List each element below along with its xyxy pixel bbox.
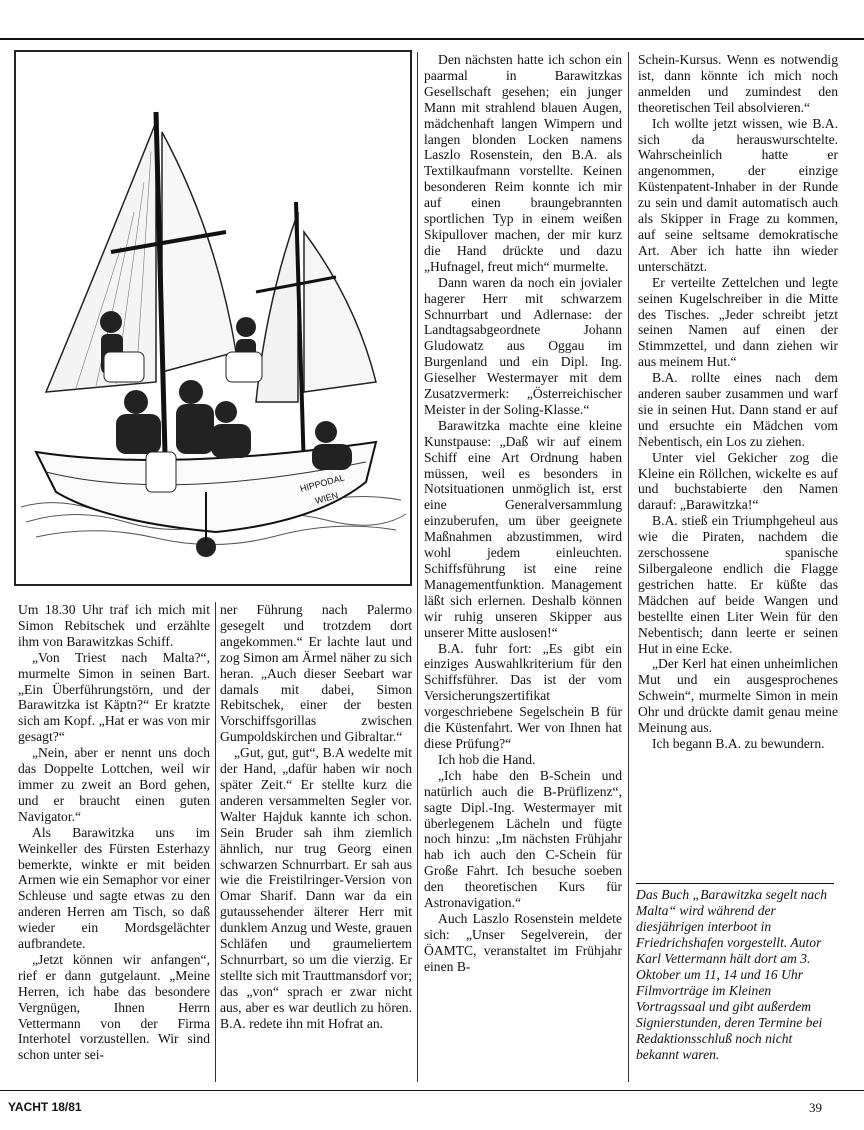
page-number: 39: [809, 1100, 822, 1115]
paragraph: Schein-Kursus. Wenn es notwendig ist, dann könnte ich mich noch anmelden und zumindest den theoretischen Teil absolvieren.“: [638, 52, 838, 115]
paragraph: Ich hob die Hand.: [438, 751, 536, 767]
paragraph: Unter viel Gekicher zog die Kleine ein Röllchen, wickelte es auf und buchstabierte den Namen darauf: „Barawitzka!“: [638, 449, 838, 513]
paragraph: B.A. fuhr fort: „Es gibt ein einziges Auswahlkriterium für den Schiffsführer. Das ist der vom Versicherungszertifikat vorgeschriebene Segelschein B für die Küstenfahrt. Wer von Ihnen hat diese Prüfung?“: [424, 640, 622, 751]
paragraph: Barawitzka machte eine kleine Kunstpause: „Daß wir auf einem Schiff eine Art Ordnung haben müssen, weil es besonders in Notsituationen unmöglich ist, erst eine Generalversammlung einzuberufen, um über geeignete Maßnahmen abzustimmen, wird wohl jedem einleuchten. Schiffsführung ist eine reine Managementfunktion. Management läßt sich erlernen. Deshalb können wir ruhig unseren Skipper aus unserer Mitte auslosen!“: [424, 417, 622, 640]
magazine-issue: YACHT 18/81: [8, 1100, 82, 1114]
stern-text-2: WIEN: [313, 490, 340, 506]
paragraph: B.A. stieß ein Triumphgeheul aus wie die Piraten, nachdem die zerschossene spanische Silbergaleone endlich die Flagge gestrichen hatte. Er küßte das Mädchen auf beide Wangen und bestellte einen Liter Wein für den Nebentisch; dann leerte er seinen Hut in eine Ecke.: [638, 513, 838, 656]
paragraph: Auch Laszlo Rosenstein meldete sich: „Unser Segelverein, der ÖAMTC, veranstaltet im Frühjahr einen B-: [424, 910, 622, 974]
article-column-3: [424, 52, 622, 975]
paragraph: ner Führung nach Palermo gesegelt und trotzdem dort angekommen.“ Er lachte laut und zog Simon am Ärmel näher zu sich heran. „Auch dieser Seebart war damals mit dabei, Simon Rebitschek, einer der besten Vorschiffsgorillas zwischen Gumpoldskirchen und Gibraltar.“: [220, 602, 412, 745]
stern-text-1: HIPPODAL: [298, 472, 346, 494]
column-divider: [215, 602, 216, 1082]
paragraph: Dann waren da noch ein jovialer hagerer Herr mit schwarzem Schnurrbart und Adlernase: der Landtagsabgeordnete Johann Gludowatz aus Oggau im Burgenland und ein Dipl. Ing. Gieselher Westermayer mit dem Zusatzvermerk: „Österreichischer Meister in der Soling-Klasse.“: [424, 274, 622, 417]
paragraph: „Der Kerl hat einen unheimlichen Mut und ein ausgesprochenes Schwein“, murmelte Simon in mein Ohr und drückte damit genau meine Meinung aus.: [638, 656, 838, 736]
paragraph: „Nein, aber er nennt uns doch das Doppelte Lottchen, weil wir immer zu zweit an Bord gehen, und er braucht einen guten Navigator.“: [18, 745, 210, 824]
paragraph: „Ich habe den B-Schein und natürlich auch die B-Prüflizenz“, sagte Dipl.-Ing. Westermayer mit überlegenem Lächeln und fügte noch hinzu: „Im nächsten Frühjahr hab ich auch den C-Schein für Große Fahrt. Ich besuche soeben den theoretischen Kurs für Astronavigation.“: [424, 767, 622, 911]
paragraph: „Gut, gut, gut“, B.A wedelte mit der Hand, „dafür haben wir noch später Zeit.“ Er stellte kurz die anderen versammelten Segler vor. Walter Hajduk kannte ich schon. Sein Bruder sah ihm ziemlich ähnlich, nur trug Georg einen schwarzen Schnurrbart. Er sah aus wie die Freistilringer-Version von Omar Sharif. Dann war da ein gutaussehender älterer Herr mit dunklem Anzug und Weste, grauen Schläfen und graumeliertem Schnurrbart, so um die vierzig. Er stellte sich mit Trauttmansdorf vor; das „von“ sprach er zwar nicht aus, aber es war deutlich zu hören. B.A. redete ihn mit Hofrat an.: [220, 745, 412, 1031]
paragraph: „Jetzt können wir anfangen“, rief er dann gutgelaunt. „Meine Herren, ich habe das besondere Vergnügen, Ihnen Herrn Vettermann von der Firma Interhotel vorzustellen. Wir sind schon unter sei-: [18, 951, 210, 1063]
paragraph: „Von Triest nach Malta?“, murmelte Simon in seinen Bart. „Ein Überführungstörn, und der Barawitzka ist Käptn?“ Er kratzte sich am Kopf. „Hat er was von mir gesagt?“: [18, 649, 210, 745]
sailboat-illustration: [14, 50, 412, 586]
article-column-4: [638, 52, 838, 752]
article-column-2: [220, 602, 412, 1031]
paragraph: Den nächsten hatte ich schon ein paarmal in Barawitzkas Gesellschaft gesehen; ein junger Mann mit strahlend blauen Augen, mädchenhaft langen Wimpern und langen blonden Locken namens Laszlo Rosenstein, den B.A. als Textilkaufmann vorstellte. Keinen besonderen Reim konnte ich mir auf einen braungebrannten sportlichen Typ in einem weißen Skipullover machen, der mir kurz die Hand drückte und dazu „Hufnagel, freut mich“ murmelte.: [424, 52, 622, 274]
paragraph: B.A. rollte eines nach dem anderen sauber zusammen und warf sie in seinen Hut. Dann stand er auf und ersuchte ein Mädchen vom Nebentisch, ein Los zu ziehen.: [638, 370, 838, 449]
column-divider: [628, 52, 629, 1082]
column-divider: [417, 52, 418, 1082]
top-rule: [0, 38, 864, 40]
paragraph: Als Barawitzka uns im Weinkeller des Fürsten Esterhazy bemerkte, winkte er mit beiden Armen wie ein Semaphor vor einer Schleuse und sagte etwas zu den anderen Herren am Tisch, so daß wieder ein Mordsgelächter aufbrandete.: [18, 824, 210, 952]
article-column-1: [18, 602, 210, 1063]
book-note: Das Buch „Barawitzka segelt nach Malta“ wird während der diesjährigen interboot in Friedrichshafen vorgestellt. Autor Karl Vettermann hält dort am 3. Oktober um 11, 14 und 16 Uhr Filmvorträge im Kleinen Vortragssaal und gibt außerdem Signierstunden, deren Termine bei Redaktionsschluß noch nicht bekannt waren.: [636, 887, 828, 1062]
note-divider: [636, 883, 834, 884]
paragraph: Ich begann B.A. zu bewundern.: [652, 735, 825, 751]
paragraph: Er verteilte Zettelchen und legte seinen Kugelschreiber in die Mitte des Tisches. „Jeder schreibt jetzt seinen Namen auf einen der Stimmzettel, und dann ziehen wir aus meinem Hut.“: [638, 274, 838, 370]
paragraph: Um 18.30 Uhr traf ich mich mit Simon Rebitschek und erzählte ihm von Barawitzkas Schiff.: [18, 602, 210, 649]
bottom-rule: [0, 1090, 864, 1091]
paragraph: Ich wollte jetzt wissen, wie B.A. sich da herauswurschtelte. Wahrscheinlich hatte er angenommen, der einzige Küstenpatent-Inhaber in der Runde zu sein und damit automatisch auch als Skipper in Frage zu kommen, auf seine seltsame demokratische Art. Aber ich hatte ihn wieder unterschätzt.: [638, 115, 838, 274]
